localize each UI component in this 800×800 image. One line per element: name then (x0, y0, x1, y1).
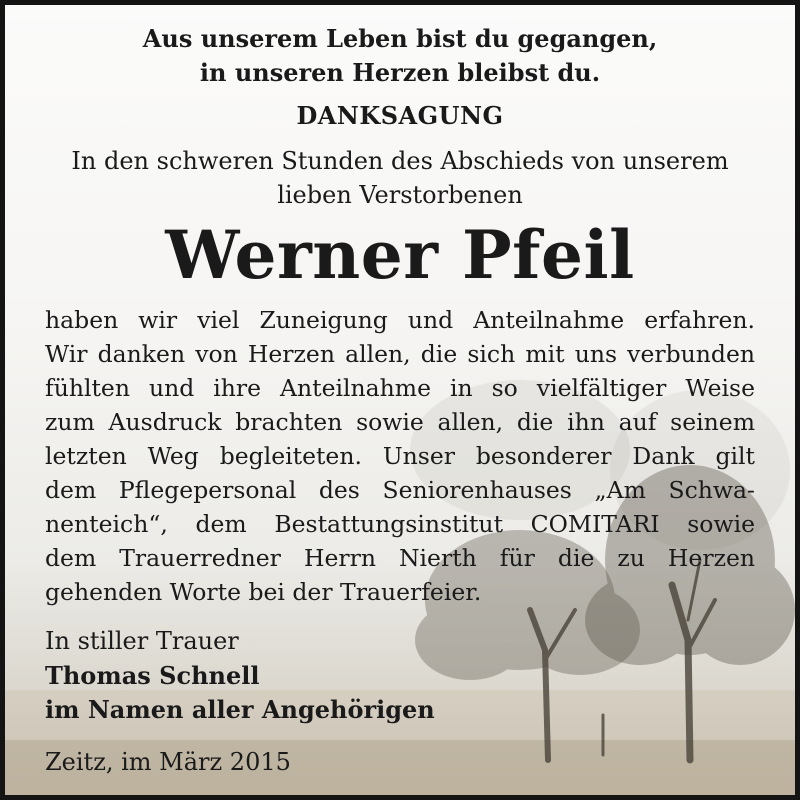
deceased-name: Werner Pfeil (165, 216, 635, 294)
intro-line-1: In den schweren Stunden des Abschieds von unserem (71, 147, 729, 175)
motto-line-1: Aus unserem Leben bist du gegangen, (142, 24, 658, 53)
body-line-5: letzten Weg begleiteten. Unser besonderer Dank gilt (45, 442, 755, 470)
signatory-name: Thomas Schnell (45, 661, 260, 690)
body-line-8: dem Trauerredner Herrn Nierth für die zu Herzen (45, 544, 755, 572)
on-behalf-line: im Namen aller Angehörigen (45, 695, 435, 724)
body-line-4: zum Ausdruck brachten sowie allen, die ihn auf seinem (45, 408, 755, 436)
body-line-6: dem Pflegepersonal des Seniorenhauses „Am Schwa- (45, 476, 755, 504)
place-date: Zeitz, im März 2015 (45, 748, 291, 776)
body-line-7: nenteich“, dem Bestattungsinstitut COMITARI sowie (45, 510, 755, 538)
body-line-3: fühlten und ihre Anteilnahme in so vielfältiger Weise (45, 374, 755, 402)
heading: DANKSAGUNG (296, 101, 504, 130)
body-line-2: Wir danken von Herzen allen, die sich mit uns verbunden (45, 340, 755, 368)
intro-line-2: lieben Verstorbenen (277, 181, 523, 209)
motto-line-2: in unseren Herzen bleibst du. (199, 58, 601, 87)
body-line-9: gehenden Worte bei der Trauerfeier. (45, 578, 482, 606)
mourning-line: In stiller Trauer (45, 627, 239, 655)
body-line-1: haben wir viel Zuneigung und Anteilnahme erfahren. (45, 306, 755, 334)
